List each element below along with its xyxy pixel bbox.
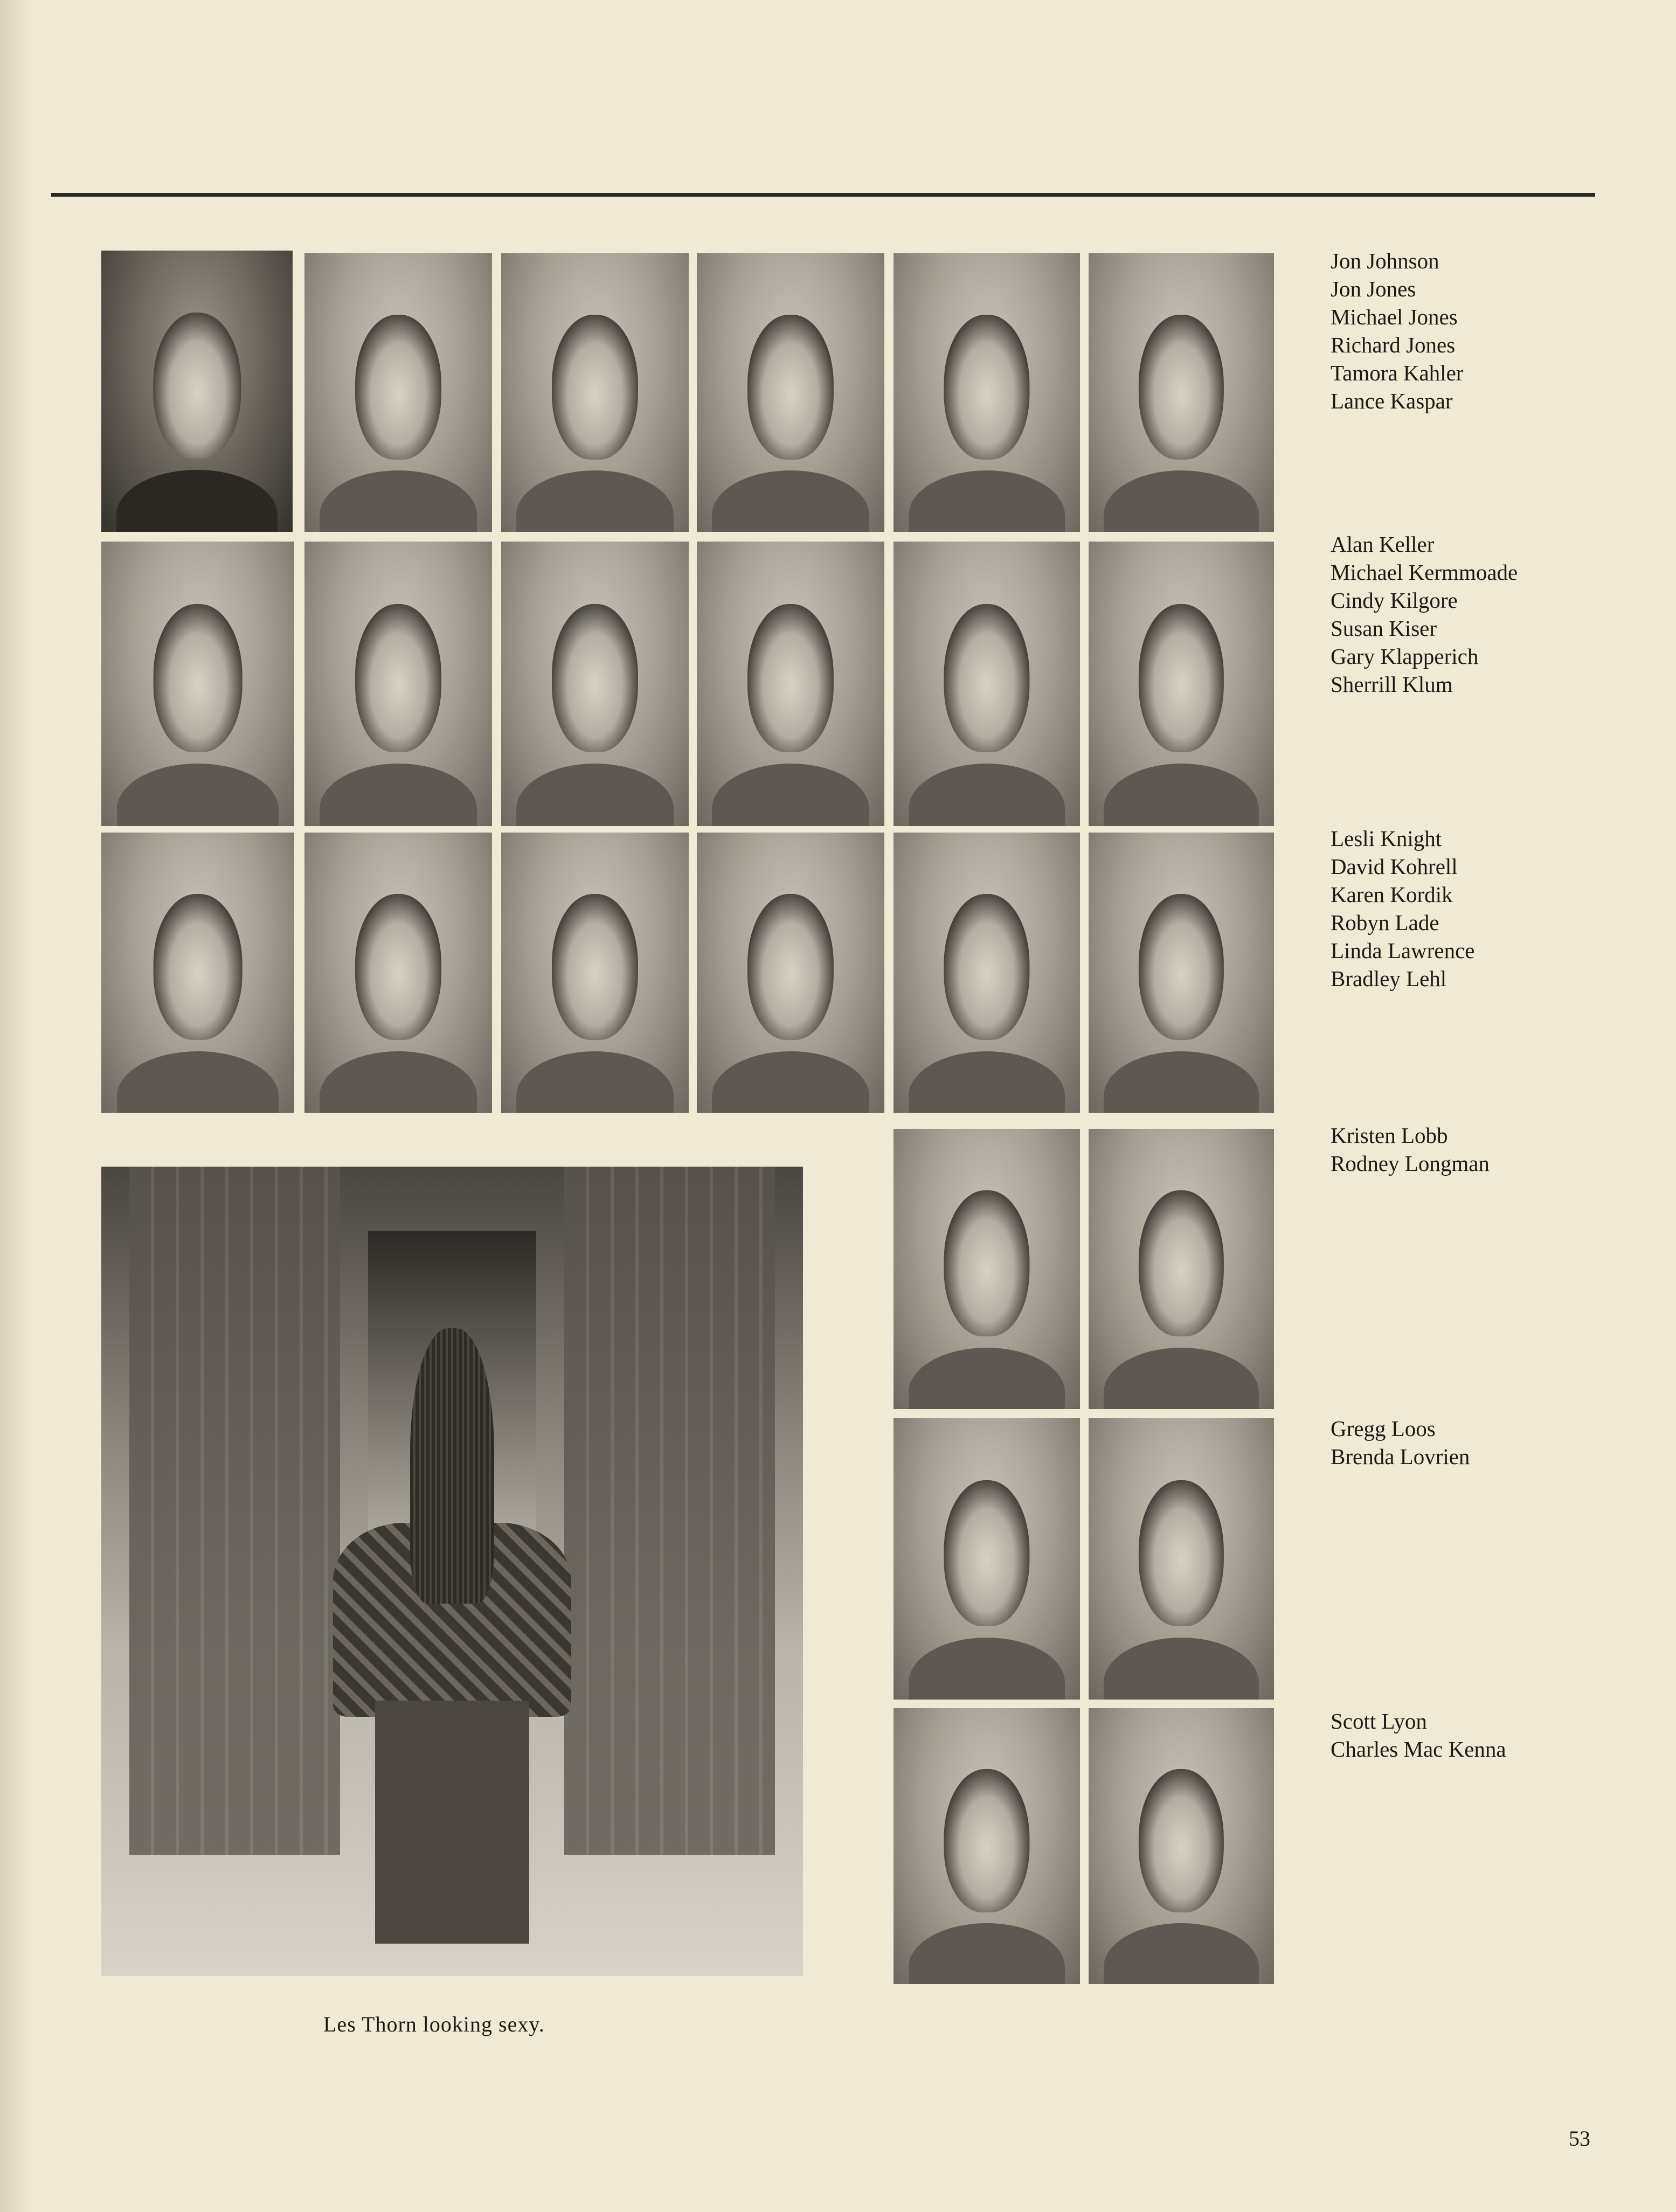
candid-hallway-photo xyxy=(101,1167,803,1976)
portrait-rodney-longman xyxy=(1089,1129,1274,1409)
portrait-brenda-lovrien xyxy=(1089,1418,1274,1700)
name-list-row-6 xyxy=(1331,1707,1506,1763)
portrait-lance-kaspar xyxy=(1089,253,1274,532)
portrait-richard-jones xyxy=(697,253,884,532)
name-richard-jones: Richard Jones xyxy=(1331,332,1456,357)
portrait-alan-keller xyxy=(101,542,294,826)
header-rule xyxy=(51,193,1595,197)
name-kristen-lobb: Kristen Lobb xyxy=(1331,1123,1448,1148)
name-bradley-lehl: Bradley Lehl xyxy=(1331,966,1447,991)
portrait-michael-kermmoade xyxy=(304,542,492,826)
name-jon-jones: Jon Jones xyxy=(1331,276,1416,301)
name-robyn-lade: Robyn Lade xyxy=(1331,910,1439,935)
name-gary-klapperich: Gary Klapperich xyxy=(1331,644,1479,669)
portrait-sherrill-klum xyxy=(1089,542,1274,826)
name-list-row-5 xyxy=(1331,1414,1470,1471)
name-linda-lawrence: Linda Lawrence xyxy=(1331,938,1475,963)
name-list-row-1 xyxy=(1331,247,1463,415)
page-number: 53 xyxy=(1569,2126,1590,2151)
name-charles-mac-kenna: Charles Mac Kenna xyxy=(1331,1737,1506,1762)
name-susan-kiser: Susan Kiser xyxy=(1331,616,1437,641)
portrait-karen-kordik xyxy=(501,833,689,1113)
portrait-gregg-loos xyxy=(894,1418,1080,1700)
portrait-tamora-kahler xyxy=(894,253,1080,532)
portrait-kristen-lobb xyxy=(894,1129,1080,1409)
name-karen-kordik: Karen Kordik xyxy=(1331,882,1453,907)
portrait-charles-mac-kenna xyxy=(1089,1708,1274,1984)
name-scott-lyon: Scott Lyon xyxy=(1331,1709,1427,1733)
name-alan-keller: Alan Keller xyxy=(1331,532,1435,557)
portrait-michael-jones xyxy=(501,253,689,532)
name-brenda-lovrien: Brenda Lovrien xyxy=(1331,1444,1470,1469)
name-list-row-2 xyxy=(1331,530,1518,698)
portrait-linda-lawrence xyxy=(894,833,1080,1113)
name-rodney-longman: Rodney Longman xyxy=(1331,1151,1490,1176)
page-spine-shadow xyxy=(0,0,32,2212)
name-tamora-kahler: Tamora Kahler xyxy=(1331,360,1464,385)
name-michael-kermmoade: Michael Kermmoade xyxy=(1331,560,1518,585)
portrait-lesli-knight xyxy=(101,833,294,1113)
name-cindy-kilgore: Cindy Kilgore xyxy=(1331,588,1458,613)
portrait-scott-lyon xyxy=(894,1708,1080,1984)
name-lance-kaspar: Lance Kaspar xyxy=(1331,389,1453,413)
name-lesli-knight: Lesli Knight xyxy=(1331,826,1442,851)
name-gregg-loos: Gregg Loos xyxy=(1331,1416,1436,1441)
portrait-susan-kiser xyxy=(697,542,884,826)
name-david-kohrell: David Kohrell xyxy=(1331,854,1458,879)
portrait-jon-johnson xyxy=(101,251,293,532)
portrait-gary-klapperich xyxy=(894,542,1080,826)
name-list-row-4 xyxy=(1331,1121,1490,1177)
portrait-david-kohrell xyxy=(304,833,492,1113)
name-list-row-3 xyxy=(1331,824,1474,993)
name-michael-jones: Michael Jones xyxy=(1331,304,1458,329)
name-sherrill-klum: Sherrill Klum xyxy=(1331,672,1453,697)
photo-caption: Les Thorn looking sexy. xyxy=(323,2012,545,2036)
portrait-cindy-kilgore xyxy=(501,542,689,826)
portrait-bradley-lehl xyxy=(1089,833,1274,1113)
portrait-robyn-lade xyxy=(697,833,884,1113)
portrait-jon-jones xyxy=(304,253,492,532)
name-jon-johnson: Jon Johnson xyxy=(1331,248,1439,273)
